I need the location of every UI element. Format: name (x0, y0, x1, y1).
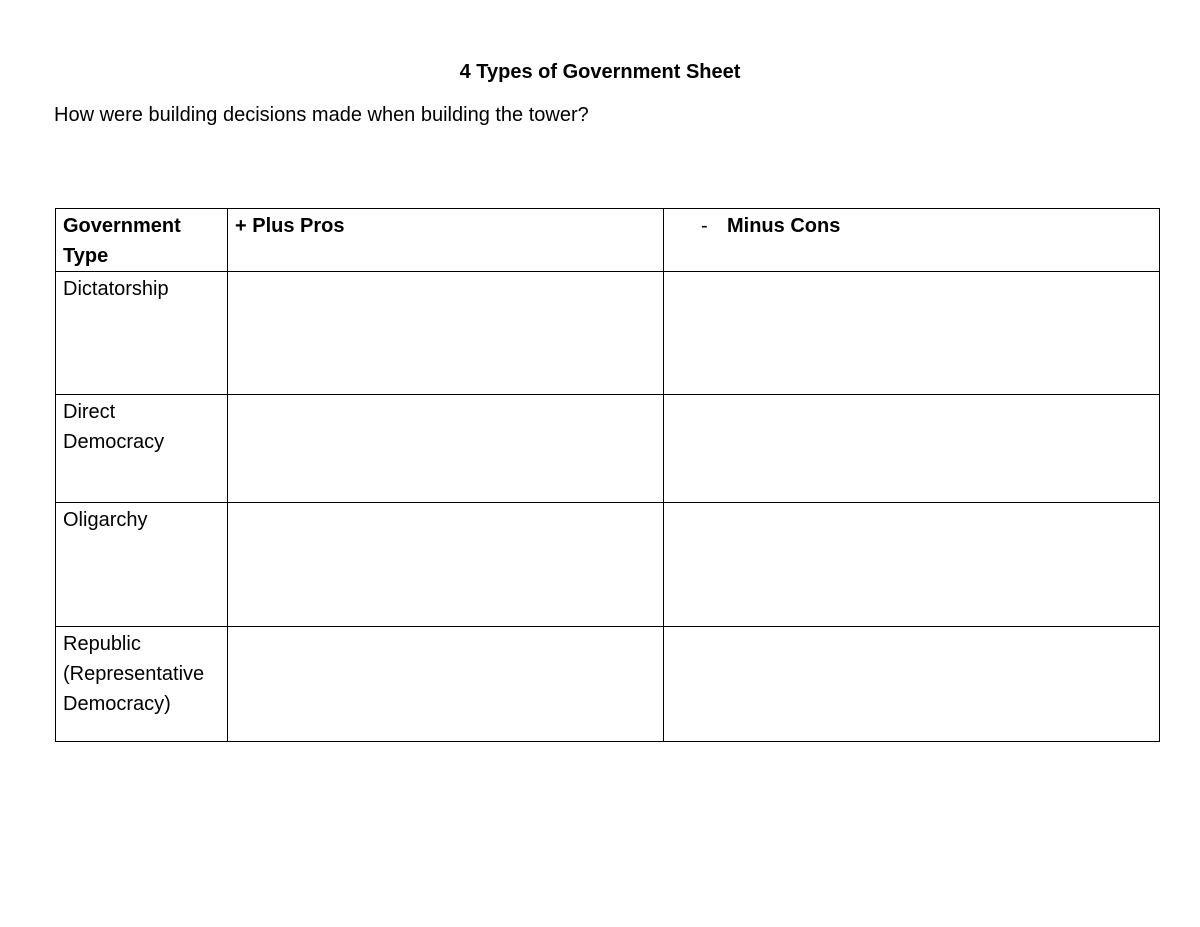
row-dictatorship-type: Dictatorship (56, 272, 228, 395)
row-republic-type: Republic (Representative Democracy) (56, 627, 228, 742)
minus-symbol: - (701, 215, 708, 237)
page-title: 4 Types of Government Sheet (459, 61, 741, 83)
table-row (56, 503, 1160, 627)
row-direct-democracy-type: Direct Democracy (56, 395, 228, 503)
table-row (56, 395, 1160, 503)
header-cons-label: Minus Cons (727, 215, 841, 237)
row-republic-pros-cell[interactable] (228, 627, 664, 742)
row-republic-cons-cell[interactable] (664, 627, 1160, 742)
worksheet-question: How were building decisions made when building the tower? (54, 104, 589, 126)
row-oligarchy-pros-cell[interactable] (228, 503, 664, 627)
header-government-type: Government Type (56, 209, 228, 272)
row-direct-democracy-cons-cell[interactable] (664, 395, 1160, 503)
table-row (56, 272, 1160, 395)
header-cons (664, 209, 1160, 272)
government-types-table (55, 208, 1160, 742)
header-pros: + Plus Pros (228, 209, 664, 272)
row-dictatorship-cons-cell[interactable] (664, 272, 1160, 395)
row-oligarchy-cons-cell[interactable] (664, 503, 1160, 627)
table-row (56, 627, 1160, 742)
row-oligarchy-type: Oligarchy (56, 503, 228, 627)
row-direct-democracy-pros-cell[interactable] (228, 395, 664, 503)
table-header-row (56, 209, 1160, 272)
row-dictatorship-pros-cell[interactable] (228, 272, 664, 395)
